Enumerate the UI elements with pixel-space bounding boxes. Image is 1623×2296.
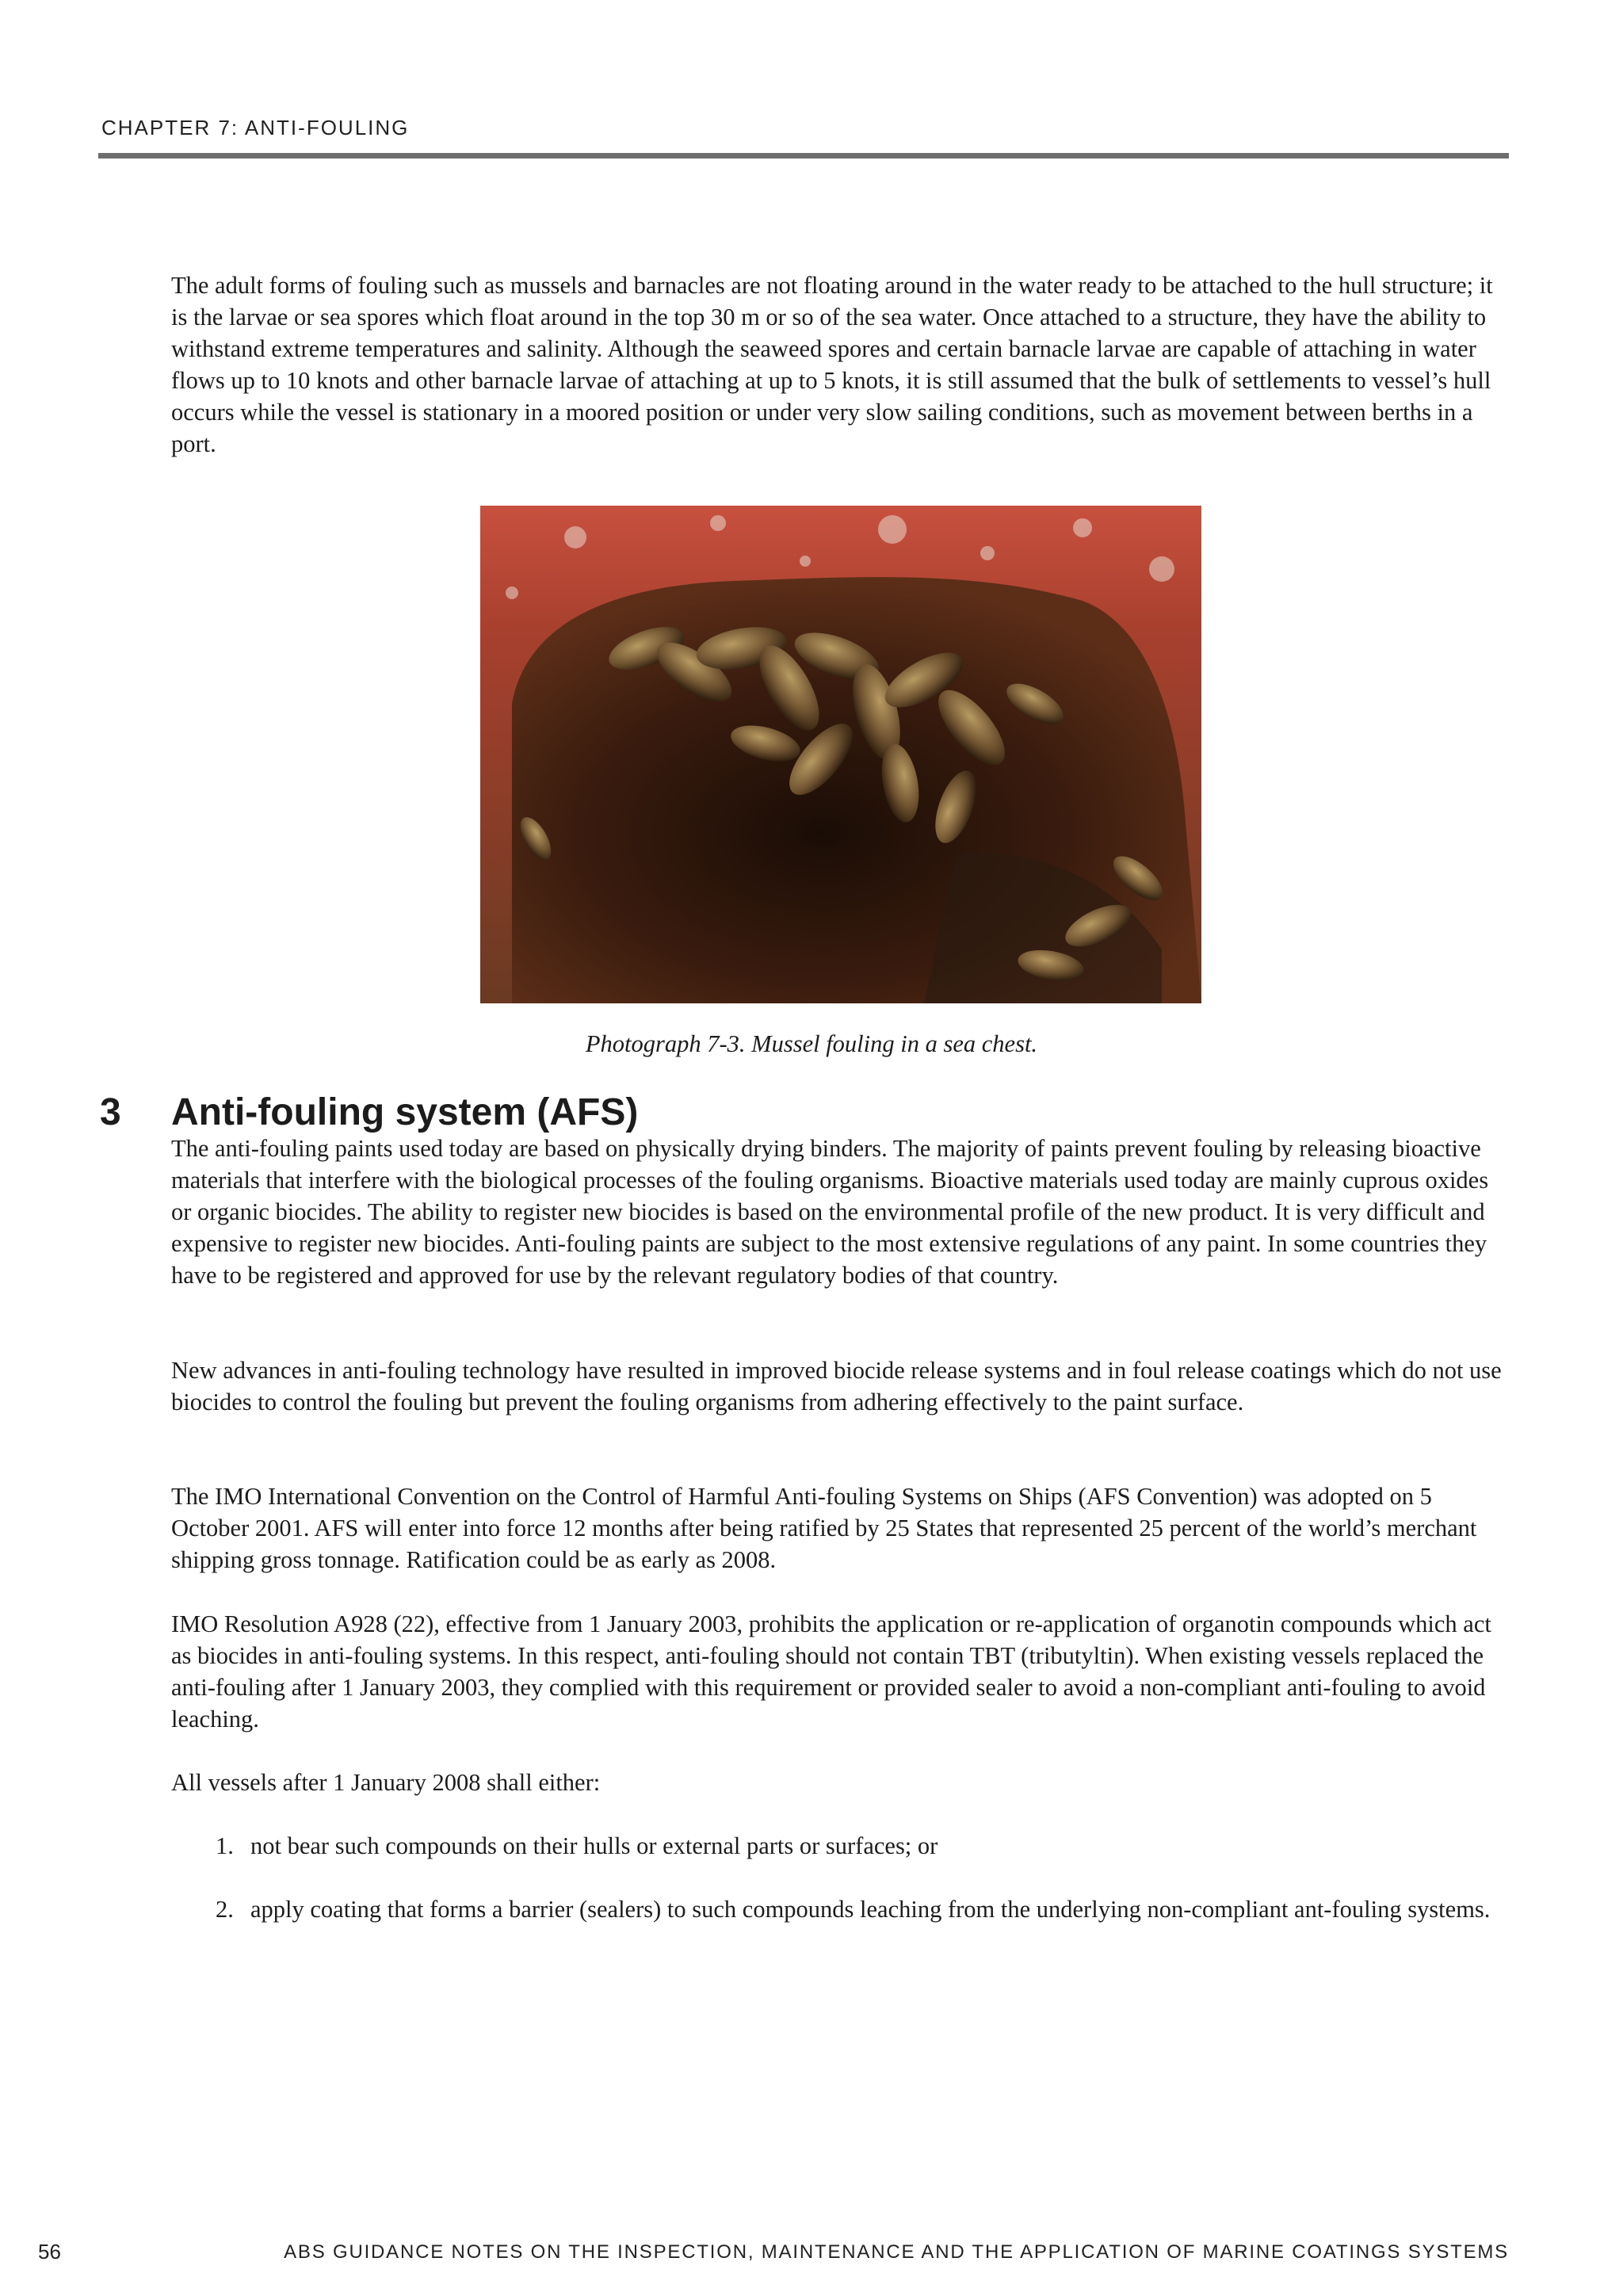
section-paragraph: IMO Resolution A928 (22), effective from 1 January 2003, prohibits the application or re-application of organotin compounds which act as biocides in anti-fouling systems. In this respect, anti-fouling should not contain TBT (tributyltin). When existing vessels replaced the anti-fouling after 1 January 2003, they complied with this requirement or provided sealer to avoid a non-compliant anti-fouling to avoid leaching. xyxy=(171,1610,1491,1733)
section-number: 3 xyxy=(100,1091,121,1133)
section-paragraph: New advances in anti-fouling technology have resulted in improved biocide release systems and in foul release coatings which do not use biocides to control the fouling but prevent the fouling organisms from adhering effectively to the paint surface. xyxy=(171,1357,1502,1415)
list-item-text: not bear such compounds on their hulls or external parts or surfaces; or xyxy=(250,1832,938,1859)
photo-caption: Photograph 7-3. Mussel fouling in a sea chest. xyxy=(585,1030,1038,1057)
section-title: Anti-fouling system (AFS) xyxy=(171,1091,639,1133)
list-item xyxy=(216,1830,1499,1862)
footer-title: ABS GUIDANCE NOTES ON THE INSPECTION, MAINTENANCE AND THE APPLICATION OF MARINE COATINGS SYSTEMS xyxy=(284,2241,1509,2263)
section-paragraph: The anti-fouling paints used today are based on physically drying binders. The majority of paints prevent fouling by releasing bioactive materials that interfere with the biological processes of the fouling organisms. Bioactive materials used today are mainly cuprous oxides or organic biocides. The ability to register new biocides is based on the environmental profile of the new product. It is very difficult and expensive to register new biocides. Anti-fouling paints are subject to the most extensive regulations of any paint. In some countries they have to be registered and approved for use by the relevant regulatory bodies of that country. xyxy=(171,1135,1489,1289)
running-head: CHAPTER 7: ANTI-FOULING xyxy=(101,116,410,139)
list-item-number: 2. xyxy=(216,1896,234,1923)
header-rule xyxy=(98,153,1509,159)
section-paragraph: All vessels after 1 January 2008 shall either: xyxy=(171,1769,601,1796)
list-item xyxy=(216,1893,1499,1925)
section-paragraph: The IMO International Convention on the Control of Harmful Anti-fouling Systems on Ships (AFS Convention) was adopted on 5 October 2001. AFS will enter into force 12 months after being ratified by 25 States that represented 25 percent of the world’s merchant shipping gross tonnage. Ratification could be as early as 2008. xyxy=(171,1483,1477,1573)
list-item-text: apply coating that forms a barrier (sealers) to such compounds leaching from the underlying non-compliant ant-fouling systems. xyxy=(250,1896,1491,1923)
list-item-number: 1. xyxy=(216,1832,234,1859)
page-number: 56 xyxy=(38,2240,61,2264)
intro-paragraph: The adult forms of fouling such as mussels and barnacles are not floating around in the water ready to be attached to the hull structure; it is the larvae or sea spores which float around in the top 30 m or so of the sea water. Once attached to a structure, they have the ability to withstand extreme temperatures and salinity. Although the seaweed spores and certain barnacle larvae are capable of attaching in water flows up to 10 knots and other barnacle larvae of attaching at up to 5 knots, it is still assumed that the bulk of settlements to vessel’s hull occurs while the vessel is stationary in a moored position or under very slow sailing conditions, such as movement between berths in a port. xyxy=(171,272,1493,457)
mussel-fouling-photo xyxy=(480,506,1201,1003)
photo-illustration xyxy=(480,506,1201,1003)
